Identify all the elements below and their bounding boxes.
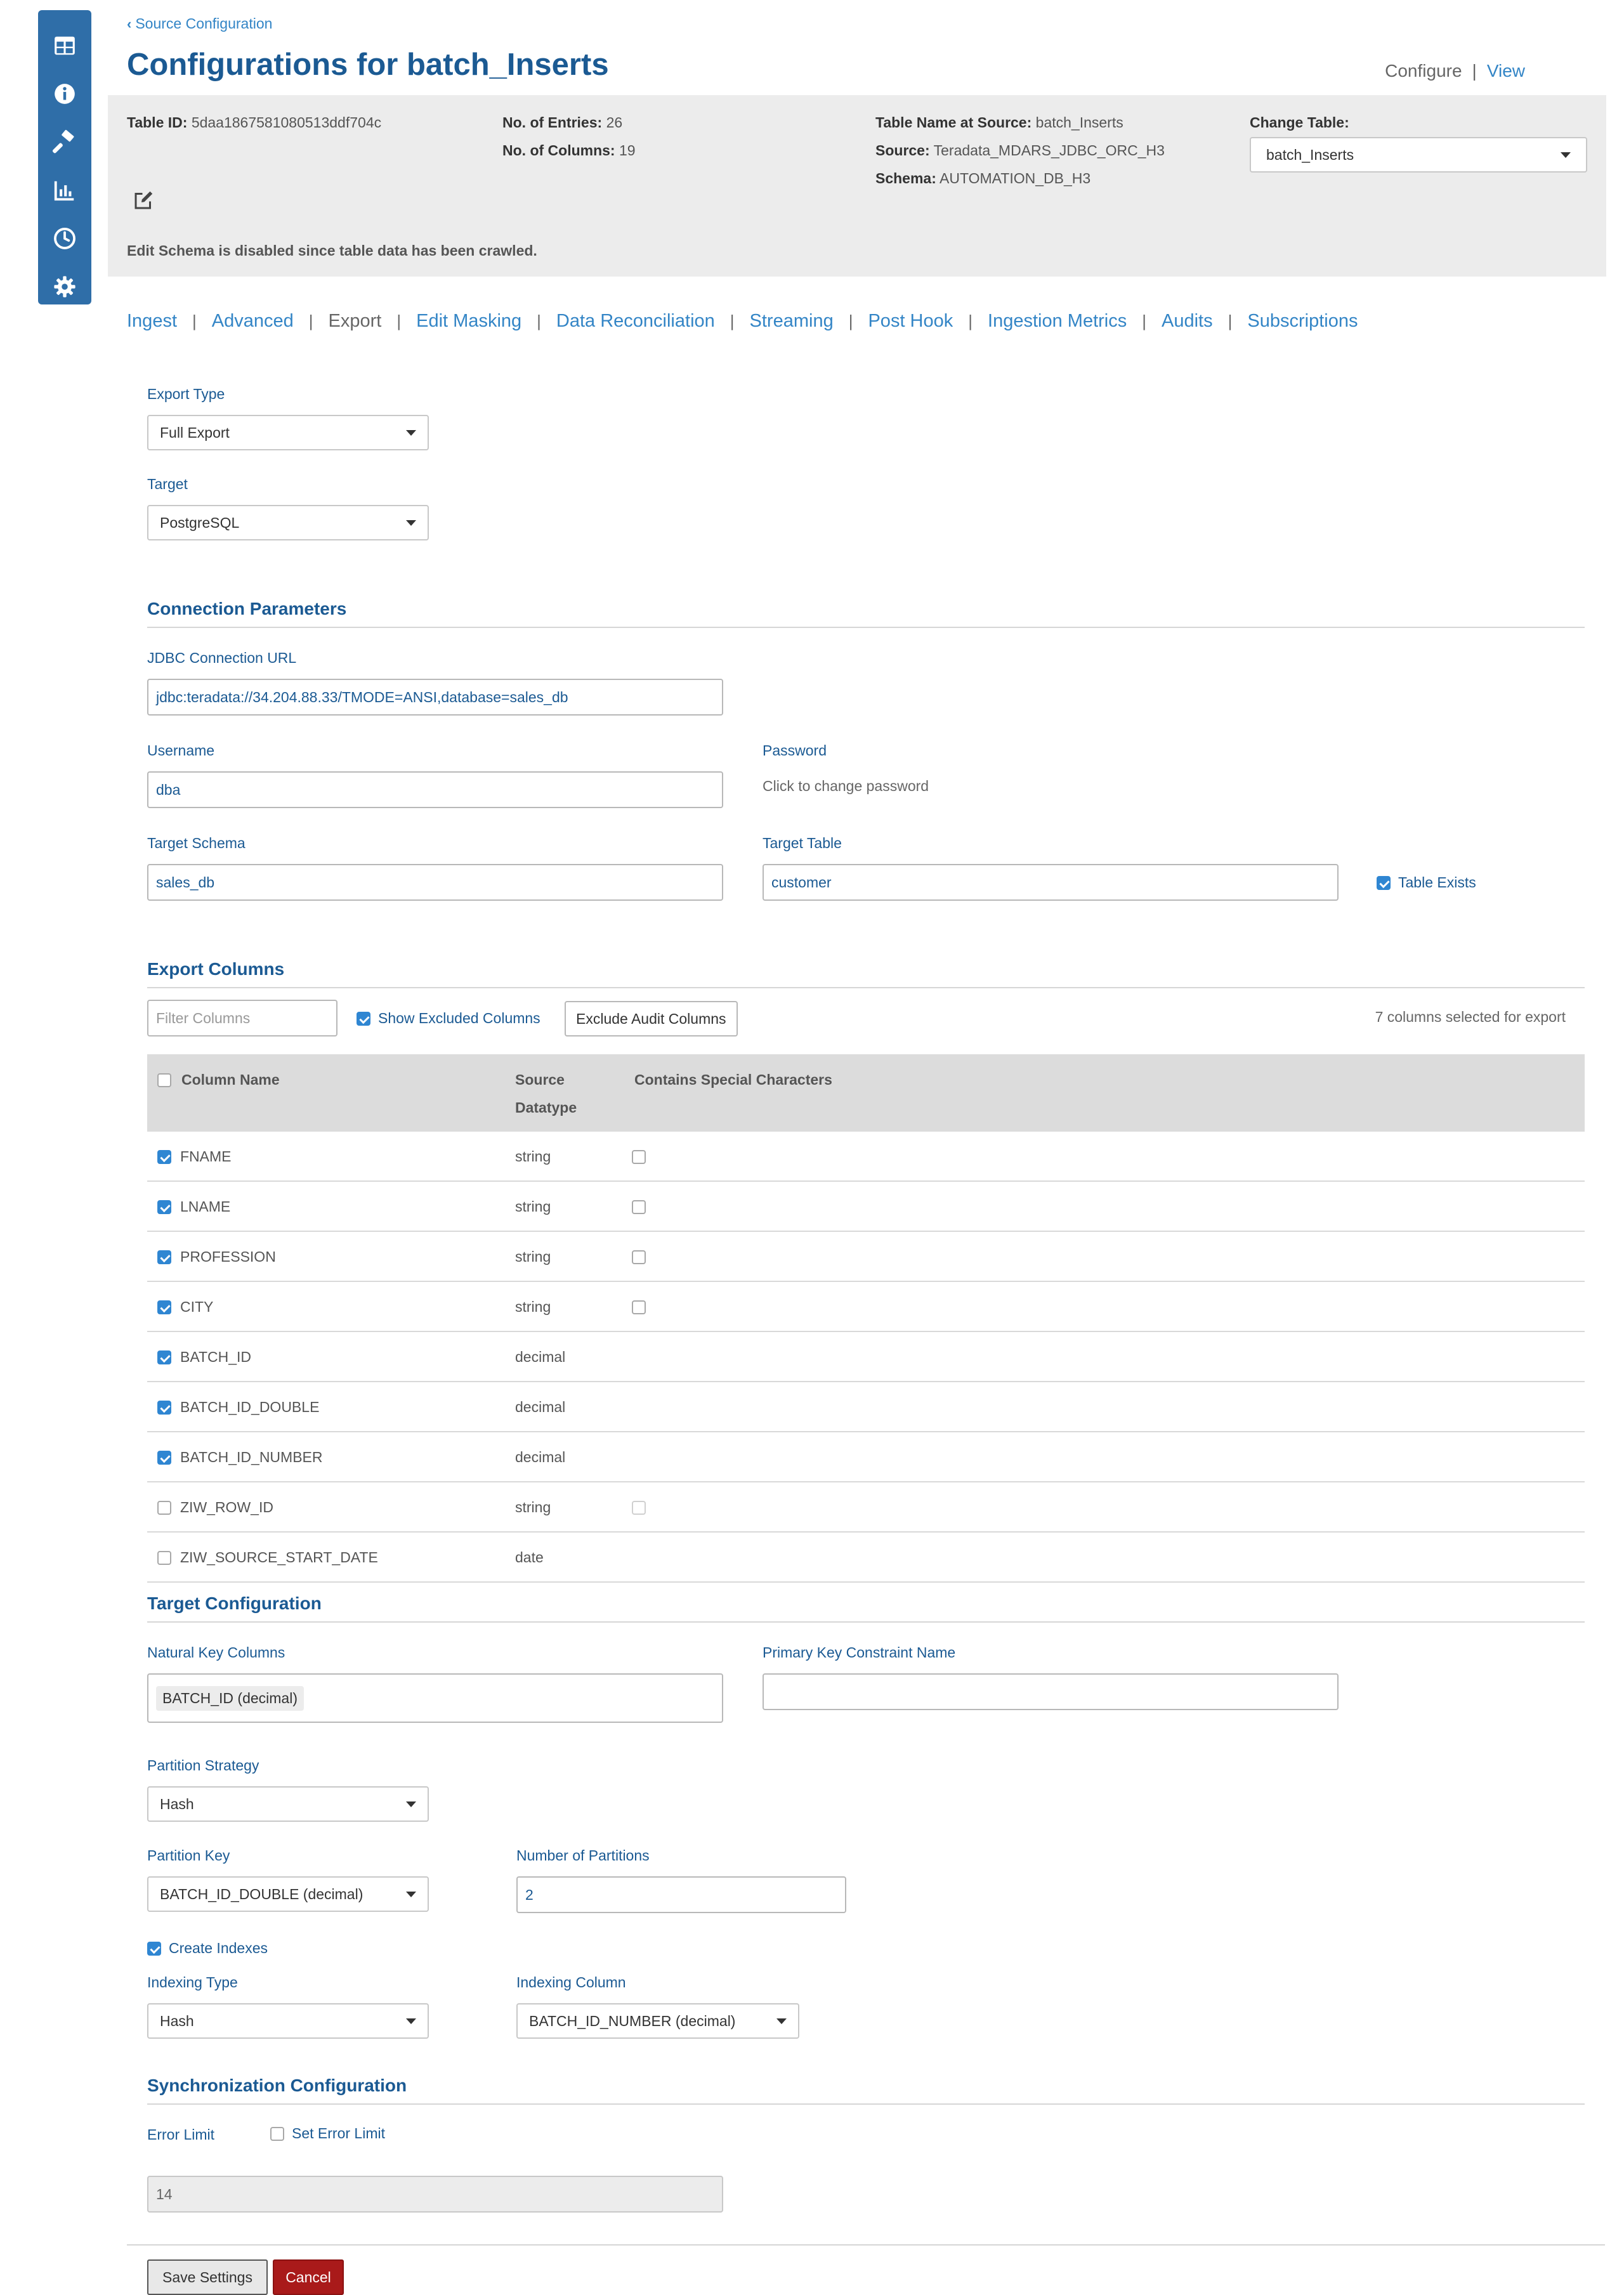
column-name-cell xyxy=(157,1482,273,1533)
column-name: ZIW_SOURCE_START_DATE xyxy=(180,1549,378,1566)
configure-link[interactable]: Configure xyxy=(1385,61,1462,81)
username-label: Username xyxy=(147,742,215,759)
tab-post-hook[interactable]: Post Hook xyxy=(868,311,953,331)
section-divider xyxy=(147,987,1585,988)
num-partitions-input[interactable]: 2 xyxy=(516,1876,846,1913)
checkbox[interactable] xyxy=(270,2127,284,2141)
schema-name: Schema: AUTOMATION_DB_H3 xyxy=(875,170,1091,186)
section-divider xyxy=(147,627,1585,628)
caret-down-icon xyxy=(1561,152,1571,158)
indexing-column-select[interactable] xyxy=(516,2003,799,2039)
tab-advanced[interactable]: Advanced xyxy=(211,311,294,331)
tab-separator: | xyxy=(308,311,313,330)
export-columns-table xyxy=(147,1054,1585,1566)
create-indexes-checkbox[interactable] xyxy=(147,1940,268,1957)
num-partitions-label: Number of Partitions xyxy=(516,1847,650,1864)
partition-strategy-value: Hash xyxy=(160,1795,194,1812)
target-select[interactable] xyxy=(147,505,429,540)
target-configuration-title: Target Configuration xyxy=(147,1593,322,1613)
change-table-select[interactable] xyxy=(1250,137,1587,173)
checkbox[interactable] xyxy=(147,1942,161,1956)
column-name: LNAME xyxy=(180,1198,231,1215)
pk-constraint-input[interactable] xyxy=(763,1673,1339,1710)
column-name-cell xyxy=(157,1182,230,1232)
target-label: Target xyxy=(147,476,188,492)
jdbc-url-label: JDBC Connection URL xyxy=(147,650,297,666)
export-columns-title: Export Columns xyxy=(147,959,285,979)
column-name-cell xyxy=(157,1382,319,1432)
checkbox[interactable] xyxy=(1377,876,1391,890)
target-schema-label: Target Schema xyxy=(147,835,246,851)
tab-edit-masking[interactable]: Edit Masking xyxy=(416,311,522,331)
bar-chart-icon[interactable] xyxy=(38,166,91,214)
source-datatype-header-line2: Datatype xyxy=(515,1099,577,1116)
special-characters-header: Contains Special Characters xyxy=(634,1071,832,1088)
partition-strategy-select[interactable] xyxy=(147,1786,429,1822)
caret-down-icon xyxy=(776,2018,787,2024)
show-excluded-label: Show Excluded Columns xyxy=(378,1010,540,1026)
column-name-cell xyxy=(157,1232,276,1282)
partition-key-select[interactable] xyxy=(147,1876,429,1912)
tab-separator: | xyxy=(396,311,402,330)
table-exists-label: Table Exists xyxy=(1398,874,1476,891)
exclude-audit-columns-button[interactable]: Exclude Audit Columns xyxy=(565,1001,738,1036)
special-characters-checkbox[interactable] xyxy=(632,1250,646,1264)
tab-separator: | xyxy=(968,311,973,330)
checkbox[interactable] xyxy=(357,1012,370,1026)
row-select-checkbox[interactable] xyxy=(157,1350,171,1364)
edit-schema-icon[interactable] xyxy=(132,189,155,212)
entries-count: No. of Entries: 26 xyxy=(502,114,623,131)
source-datatype: string xyxy=(515,1198,551,1215)
table-row xyxy=(147,1533,1585,1583)
export-type-label: Export Type xyxy=(147,386,225,402)
tab-separator: | xyxy=(730,311,735,330)
column-name: BATCH_ID_NUMBER xyxy=(180,1449,323,1465)
source-datatype: decimal xyxy=(515,1349,566,1365)
info-icon[interactable] xyxy=(38,70,91,118)
column-name-header[interactable]: Column Name xyxy=(181,1071,280,1088)
table-row xyxy=(147,1282,1585,1332)
column-name: CITY xyxy=(180,1298,214,1315)
selected-count: 7 columns selected for export xyxy=(1375,1009,1566,1025)
set-error-limit-checkbox[interactable] xyxy=(270,2125,385,2142)
username-input[interactable]: dba xyxy=(147,771,723,808)
source-datatype: decimal xyxy=(515,1449,566,1465)
column-name-cell xyxy=(157,1432,323,1482)
column-name: ZIW_ROW_ID xyxy=(180,1499,273,1515)
special-characters-cell xyxy=(632,1282,646,1332)
table-header xyxy=(147,1054,1585,1132)
sync-configuration-title: Synchronization Configuration xyxy=(147,2076,407,2095)
tab-streaming[interactable]: Streaming xyxy=(749,311,834,331)
error-limit-input: 14 xyxy=(147,2176,723,2213)
table-row xyxy=(147,1482,1585,1533)
gear-icon[interactable] xyxy=(38,263,91,311)
column-name-cell xyxy=(157,1332,251,1382)
indexing-column-value: BATCH_ID_NUMBER (decimal) xyxy=(529,2012,736,2029)
table-icon[interactable] xyxy=(38,22,91,70)
special-characters-cell xyxy=(632,1182,646,1232)
source-table-name: Table Name at Source: batch_Inserts xyxy=(875,114,1123,131)
row-select-checkbox[interactable] xyxy=(157,1300,171,1314)
tab-separator: | xyxy=(537,311,541,330)
top-nav xyxy=(1385,61,1525,81)
config-tabs xyxy=(127,311,1358,332)
source-name: Source: Teradata_MDARS_JDBC_ORC_H3 xyxy=(875,142,1165,159)
partition-key-value: BATCH_ID_DOUBLE (decimal) xyxy=(160,1885,363,1902)
special-characters-cell xyxy=(632,1232,646,1282)
partition-strategy-label: Partition Strategy xyxy=(147,1757,259,1774)
source-datatype: string xyxy=(515,1248,551,1265)
special-characters-checkbox[interactable] xyxy=(632,1150,646,1164)
tab-ingestion-metrics[interactable]: Ingestion Metrics xyxy=(988,311,1127,331)
special-characters-cell xyxy=(632,1482,646,1533)
partition-key-label: Partition Key xyxy=(147,1847,230,1864)
change-table-label: Change Table: xyxy=(1250,114,1349,131)
source-datatype-header-line1: Source xyxy=(515,1071,565,1088)
target-table-label: Target Table xyxy=(763,835,842,851)
special-characters-cell xyxy=(632,1132,646,1182)
pk-constraint-label: Primary Key Constraint Name xyxy=(763,1644,956,1661)
source-datatype: string xyxy=(515,1499,551,1515)
create-indexes-label: Create Indexes xyxy=(169,1940,268,1956)
table-row xyxy=(147,1332,1585,1382)
row-select-checkbox[interactable] xyxy=(157,1250,171,1264)
source-datatype: string xyxy=(515,1148,551,1165)
natural-key-label: Natural Key Columns xyxy=(147,1644,285,1661)
password-label: Password xyxy=(763,742,827,759)
set-error-limit-label: Set Error Limit xyxy=(292,2125,385,2141)
export-type-value: Full Export xyxy=(160,424,230,441)
breadcrumb[interactable] xyxy=(127,15,272,32)
table-row xyxy=(147,1182,1585,1232)
table-row xyxy=(147,1132,1585,1182)
tab-subscriptions[interactable]: Subscriptions xyxy=(1247,311,1358,331)
target-schema-input[interactable]: sales_db xyxy=(147,864,723,901)
indexing-type-select[interactable] xyxy=(147,2003,429,2039)
table-exists-checkbox[interactable] xyxy=(1377,874,1476,891)
natural-key-chip[interactable]: BATCH_ID (decimal) xyxy=(156,1686,304,1711)
column-name-cell xyxy=(157,1282,213,1332)
section-divider xyxy=(147,2103,1585,2105)
indexing-column-label: Indexing Column xyxy=(516,1974,626,1991)
select-all-checkbox[interactable] xyxy=(157,1073,171,1087)
column-name-cell xyxy=(157,1533,378,1583)
table-row xyxy=(147,1382,1585,1432)
tab-data-reconciliation[interactable]: Data Reconciliation xyxy=(556,311,715,331)
indexing-type-value: Hash xyxy=(160,2012,194,2029)
change-password-link[interactable]: Click to change password xyxy=(763,778,929,794)
source-datatype: string xyxy=(515,1298,551,1315)
tab-separator: | xyxy=(1142,311,1146,330)
table-row xyxy=(147,1432,1585,1482)
column-name: BATCH_ID xyxy=(180,1349,252,1365)
cancel-button[interactable]: Cancel xyxy=(273,2259,344,2295)
indexing-type-label: Indexing Type xyxy=(147,1974,238,1991)
column-name: BATCH_ID_DOUBLE xyxy=(180,1399,320,1415)
caret-down-icon xyxy=(406,430,416,436)
nav-separator: | xyxy=(1472,61,1477,81)
tab-separator: | xyxy=(848,311,853,330)
columns-count: No. of Columns: 19 xyxy=(502,142,636,159)
source-datatype: decimal xyxy=(515,1399,566,1415)
row-select-checkbox[interactable] xyxy=(157,1451,171,1465)
row-select-checkbox[interactable] xyxy=(157,1501,171,1515)
row-select-checkbox[interactable] xyxy=(157,1150,171,1164)
caret-down-icon xyxy=(406,1892,416,1897)
error-limit-label: Error Limit xyxy=(147,2126,215,2143)
change-table-value: batch_Inserts xyxy=(1266,146,1354,163)
schema-disabled-note: Edit Schema is disabled since table data has been crawled. xyxy=(127,242,537,259)
tab-audits[interactable]: Audits xyxy=(1162,311,1213,331)
table-row xyxy=(147,1232,1585,1282)
connection-parameters-title: Connection Parameters xyxy=(147,599,347,618)
special-characters-checkbox[interactable] xyxy=(632,1200,646,1214)
filter-columns-input[interactable]: Filter Columns xyxy=(147,1000,337,1036)
caret-down-icon xyxy=(406,1801,416,1807)
special-characters-checkbox[interactable] xyxy=(632,1501,646,1515)
natural-key-input[interactable] xyxy=(147,1673,723,1723)
column-name-cell xyxy=(157,1132,232,1182)
chevron-left-icon: ‹ xyxy=(127,15,132,32)
row-select-checkbox[interactable] xyxy=(157,1551,171,1565)
caret-down-icon xyxy=(406,2018,416,2024)
export-type-select[interactable] xyxy=(147,415,429,450)
view-link[interactable]: View xyxy=(1486,61,1525,81)
source-datatype: date xyxy=(515,1549,544,1566)
hammer-icon[interactable] xyxy=(38,118,91,166)
target-value: PostgreSQL xyxy=(160,514,240,531)
page-title: Configurations for batch_Inserts xyxy=(127,48,609,82)
table-info-panel xyxy=(108,95,1606,277)
save-settings-button[interactable]: Save Settings xyxy=(147,2259,268,2295)
footer-divider xyxy=(127,2244,1605,2246)
row-select-checkbox[interactable] xyxy=(157,1200,171,1214)
tab-ingest[interactable]: Ingest xyxy=(127,311,177,331)
section-divider xyxy=(147,1621,1585,1623)
tab-export[interactable]: Export xyxy=(328,311,382,331)
jdbc-url-input[interactable]: jdbc:teradata://34.204.88.33/TMODE=ANSI,database=sales_db xyxy=(147,679,723,716)
table-id: Table ID: 5daa1867581080513ddf704c xyxy=(127,114,382,131)
column-name: PROFESSION xyxy=(180,1248,276,1265)
row-select-checkbox[interactable] xyxy=(157,1401,171,1415)
tab-separator: | xyxy=(192,311,197,330)
clock-icon[interactable] xyxy=(38,214,91,263)
side-rail xyxy=(38,10,91,304)
column-name: FNAME xyxy=(180,1148,232,1165)
show-excluded-checkbox[interactable] xyxy=(357,1010,540,1027)
breadcrumb-label[interactable]: Source Configuration xyxy=(135,15,273,32)
caret-down-icon xyxy=(406,520,416,526)
target-table-input[interactable]: customer xyxy=(763,864,1339,901)
tab-separator: | xyxy=(1228,311,1233,330)
special-characters-checkbox[interactable] xyxy=(632,1300,646,1314)
